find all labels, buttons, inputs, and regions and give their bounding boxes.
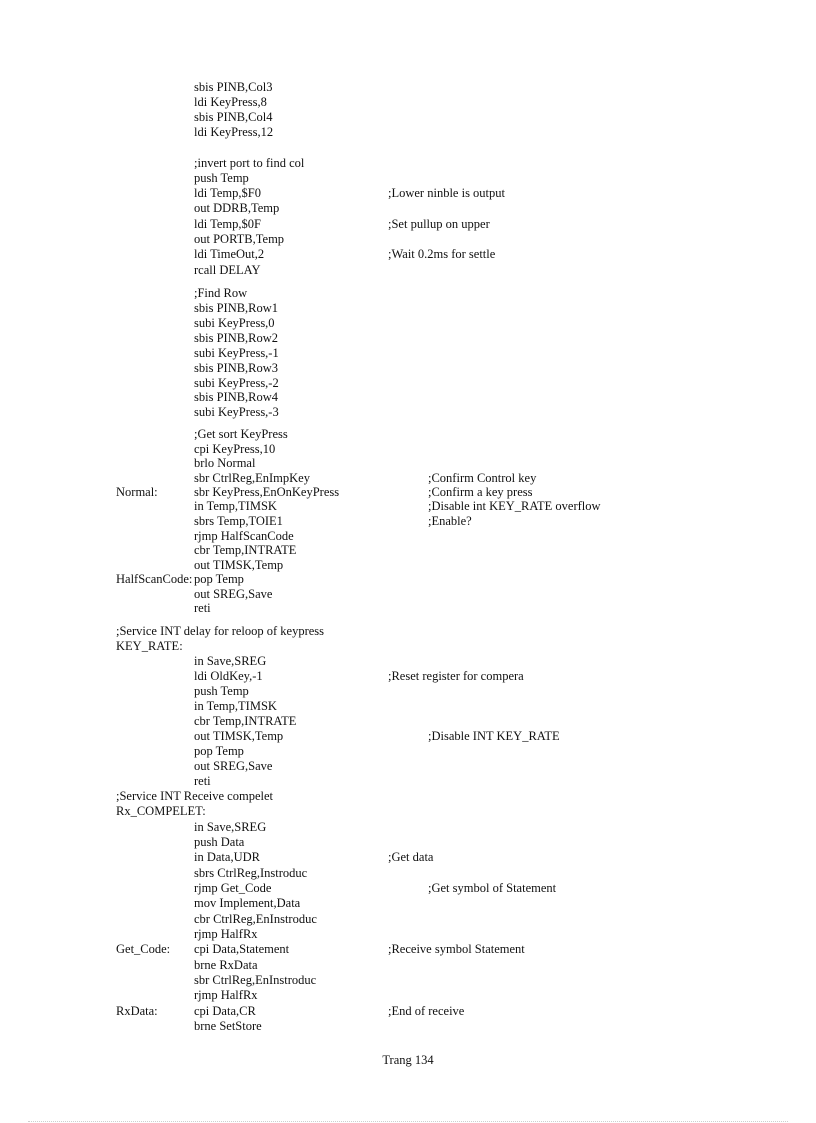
instruction: rjmp HalfRx — [194, 988, 258, 1002]
code-line — [0, 156, 816, 171]
code-line — [0, 624, 816, 639]
instruction: ;Get sort KeyPress — [194, 427, 288, 441]
code-comment: ;Disable INT KEY_RATE — [428, 729, 560, 743]
code-line — [0, 346, 816, 361]
instruction: sbis PINB,Row3 — [194, 361, 279, 375]
code-line — [0, 171, 816, 186]
instruction: cbr CtrlReg,EnInstroduc — [194, 912, 317, 926]
code-line — [0, 729, 816, 744]
instruction: sbis PINB,Col3 — [194, 80, 273, 94]
code-line — [0, 744, 816, 759]
instruction: ldi KeyPress,12 — [194, 125, 274, 139]
code-comment: ;Lower ninble is output — [388, 186, 505, 200]
code-line — [0, 558, 816, 573]
instruction: cpi Data,CR — [194, 1004, 256, 1018]
instruction: out DDRB,Temp — [194, 201, 280, 215]
instruction: in Temp,TIMSK — [194, 699, 277, 713]
instruction: ;Find Row — [194, 286, 248, 300]
code-line — [0, 514, 816, 529]
instruction: sbr CtrlReg,EnImpKey — [194, 471, 310, 485]
instruction: out TIMSK,Temp — [194, 558, 284, 572]
code-line — [0, 973, 816, 988]
code-line — [0, 186, 816, 201]
code-line — [0, 485, 816, 500]
instruction: rjmp HalfRx — [194, 927, 258, 941]
code-line — [0, 361, 816, 376]
instruction: in Save,SREG — [194, 820, 267, 834]
code-line — [0, 316, 816, 331]
instruction: in Data,UDR — [194, 850, 260, 864]
instruction: sbis PINB,Row4 — [194, 390, 279, 404]
code-comment: ;Reset register for compera — [388, 669, 524, 683]
instruction: sbr CtrlReg,EnInstroduc — [194, 973, 317, 987]
code-line — [0, 543, 816, 558]
instruction: brne RxData — [194, 958, 258, 972]
code-line — [0, 714, 816, 729]
code-line — [0, 988, 816, 1003]
code-line — [0, 850, 816, 865]
code-line — [0, 684, 816, 699]
code-line — [0, 669, 816, 684]
instruction: sbis PINB,Row2 — [194, 331, 279, 345]
instruction: rjmp Get_Code — [194, 881, 272, 895]
code-line — [0, 263, 816, 278]
code-line — [0, 958, 816, 973]
instruction: subi KeyPress,-2 — [194, 376, 279, 390]
instruction: pop Temp — [194, 744, 244, 758]
code-line — [0, 912, 816, 927]
instruction: sbis PINB,Row1 — [194, 301, 279, 315]
code-line — [0, 471, 816, 486]
instruction: sbis PINB,Col4 — [194, 110, 273, 124]
code-comment: ;Disable int KEY_RATE overflow — [428, 499, 601, 513]
page-number: Trang 134 — [382, 1053, 434, 1067]
section-comment: ;Service INT delay for reloop of keypress — [116, 624, 325, 638]
code-comment: ;Confirm Control key — [428, 471, 537, 485]
code-line — [0, 789, 816, 804]
code-comment: ;Wait 0.2ms for settle — [388, 247, 496, 261]
code-line — [0, 820, 816, 835]
instruction: ldi OldKey,-1 — [194, 669, 263, 683]
code-line — [0, 927, 816, 942]
code-line — [0, 301, 816, 316]
instruction: sbrs Temp,TOIE1 — [194, 514, 283, 528]
code-label: HalfScanCode: — [116, 572, 193, 586]
code-comment: ;Confirm a key press — [428, 485, 533, 499]
instruction: cbr Temp,INTRATE — [194, 543, 297, 557]
instruction: sbr KeyPress,EnOnKeyPress — [194, 485, 340, 499]
instruction: out PORTB,Temp — [194, 232, 285, 246]
code-line — [0, 286, 816, 301]
code-line — [0, 759, 816, 774]
instruction: ldi KeyPress,8 — [194, 95, 267, 109]
instruction: rcall DELAY — [194, 263, 261, 277]
code-label: Get_Code: — [116, 942, 171, 956]
code-line — [0, 110, 816, 125]
code-line — [0, 639, 816, 654]
instruction: cbr Temp,INTRATE — [194, 714, 297, 728]
instruction: subi KeyPress,-1 — [194, 346, 279, 360]
code-line — [0, 1019, 816, 1034]
instruction: ldi Temp,$0F — [194, 217, 261, 231]
code-line — [0, 1004, 816, 1019]
code-line — [0, 125, 816, 140]
code-line — [0, 774, 816, 789]
instruction: push Temp — [194, 171, 249, 185]
code-line — [0, 587, 816, 602]
instruction: out SREG,Save — [194, 759, 273, 773]
section-label: Rx_COMPELET: — [116, 804, 206, 818]
code-line — [0, 427, 816, 442]
code-line — [0, 217, 816, 232]
instruction: ;invert port to find col — [194, 156, 305, 170]
code-line — [0, 80, 816, 95]
instruction: cpi Data,Statement — [194, 942, 290, 956]
section-label: KEY_RATE: — [116, 639, 183, 653]
instruction: rjmp HalfScanCode — [194, 529, 294, 543]
code-line — [0, 866, 816, 881]
instruction: ldi Temp,$F0 — [194, 186, 261, 200]
instruction: ldi TimeOut,2 — [194, 247, 265, 261]
instruction: push Temp — [194, 684, 249, 698]
instruction: out SREG,Save — [194, 587, 273, 601]
code-line — [0, 601, 816, 616]
code-line — [0, 95, 816, 110]
code-line — [0, 405, 816, 420]
instruction: brne SetStore — [194, 1019, 262, 1033]
code-line — [0, 232, 816, 247]
code-comment: ;Set pullup on upper — [388, 217, 490, 231]
page-bottom-rule — [28, 1121, 788, 1122]
code-line — [0, 456, 816, 471]
code-comment: ;Enable? — [428, 514, 472, 528]
instruction: subi KeyPress,0 — [194, 316, 275, 330]
instruction: out TIMSK,Temp — [194, 729, 284, 743]
instruction: subi KeyPress,-3 — [194, 405, 279, 419]
code-line — [0, 881, 816, 896]
instruction: cpi KeyPress,10 — [194, 442, 276, 456]
instruction: mov Implement,Data — [194, 896, 301, 910]
code-line — [0, 835, 816, 850]
instruction: reti — [194, 601, 211, 615]
instruction: sbrs CtrlReg,Instroduc — [194, 866, 308, 880]
instruction: in Temp,TIMSK — [194, 499, 277, 513]
code-line — [0, 804, 816, 819]
code-label: RxData: — [116, 1004, 158, 1018]
code-line — [0, 654, 816, 669]
instruction: brlo Normal — [194, 456, 256, 470]
code-comment: ;Get data — [388, 850, 434, 864]
code-label: Normal: — [116, 485, 158, 499]
code-line — [0, 699, 816, 714]
code-line — [0, 572, 816, 587]
instruction: pop Temp — [194, 572, 244, 586]
code-line — [0, 390, 816, 405]
code-line — [0, 529, 816, 544]
code-line — [0, 201, 816, 216]
code-line — [0, 942, 816, 957]
code-comment: ;Get symbol of Statement — [428, 881, 557, 895]
instruction: reti — [194, 774, 211, 788]
code-line — [0, 376, 816, 391]
code-line — [0, 499, 816, 514]
instruction: push Data — [194, 835, 245, 849]
code-line — [0, 331, 816, 346]
code-comment: ;End of receive — [388, 1004, 465, 1018]
instruction: in Save,SREG — [194, 654, 267, 668]
code-line — [0, 247, 816, 262]
section-comment: ;Service INT Receive compelet — [116, 789, 273, 803]
code-line — [0, 896, 816, 911]
code-line — [0, 442, 816, 457]
code-comment: ;Receive symbol Statement — [388, 942, 525, 956]
